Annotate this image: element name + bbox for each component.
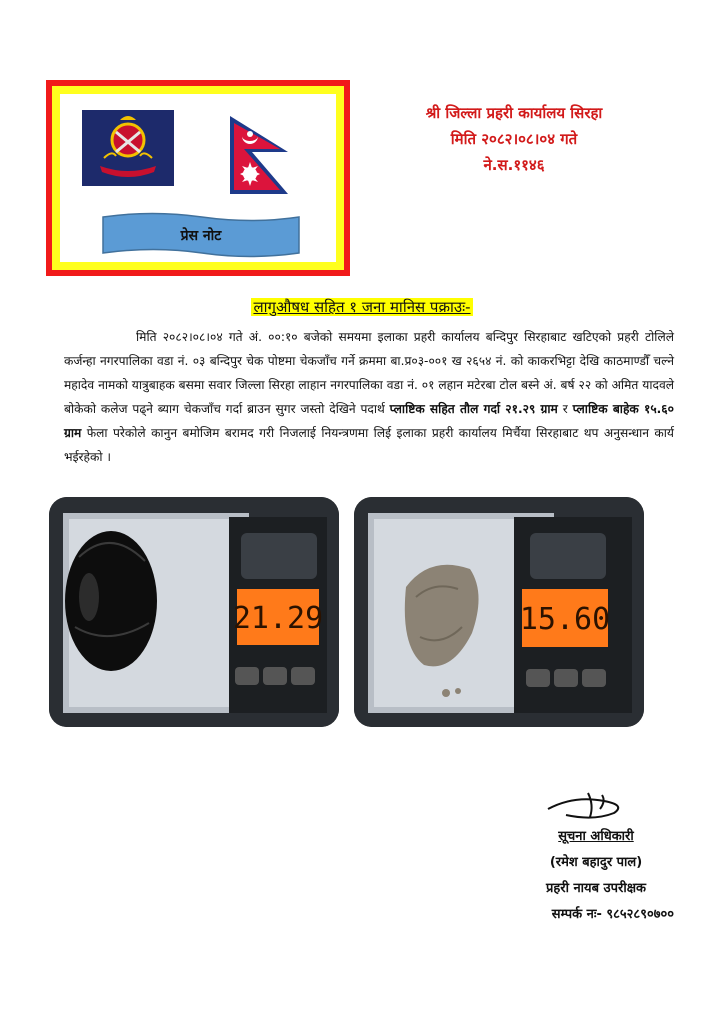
issue-date: मिति २०८२।०८।०४ गते: [450, 130, 578, 148]
body-text-part2: र: [557, 402, 573, 416]
reference-number: ने.स.११४६: [483, 156, 545, 174]
header-frame: [46, 80, 350, 276]
body-text-part3: फेला परेकोले कानुन बमोजिम बरामद गरी निजलाई नियन्त्रणमा लिई इलाका प्रहरी कार्यालय मिर्चैया सिरहाबाट थप अनुसन्धान कार्य भईरहेको ।: [64, 426, 674, 464]
office-heading: [386, 100, 642, 178]
header-frame-white: [60, 94, 336, 262]
press-note-banner: [102, 212, 300, 258]
evidence-photo-without-plastic: [354, 497, 644, 727]
nepal-flag-icon: [226, 114, 292, 198]
signature-block: [516, 824, 676, 928]
officer-title: सूचना अधिकारी: [558, 829, 634, 844]
evidence-photo-with-plastic: [49, 497, 339, 727]
contact-number: सम्पर्क नः- ९८५२८९०७००: [551, 907, 674, 922]
news-headline: [0, 297, 724, 317]
office-name: श्री जिल्ला प्रहरी कार्यालय सिरहा: [425, 104, 603, 122]
signature-mark: [544, 787, 632, 823]
officer-name: (रमेश बहादुर पाल): [549, 855, 643, 870]
officer-rank: प्रहरी नायब उपरीक्षक: [545, 881, 647, 896]
weight-without-plastic: प्लाष्टिक बाहेक १५.६० ग्राम: [64, 402, 674, 440]
police-emblem-logo: [82, 110, 174, 186]
weight-with-plastic: प्लाष्टिक सहित तौल गर्दा २१.२९ ग्राम: [389, 402, 558, 416]
press-body: [64, 325, 674, 469]
body-text-part1: मिति २०८२।०८।०४ गते अं. ००:१० बजेको समयमा इलाका प्रहरी कार्यालय बन्दिपुर सिरहाबाट खटिएको प्रहरी टोलिले कर्जन्हा नगरपालिका वडा नं. ०३ बन्दिपुर चेक पोष्टमा चेकजाँच गर्ने क्रममा बा.प्र०३-००१ ख २६५४ नं. को काकरभिट्टा देखि काठमाण्डौँ चल्ने महादेव नामको यात्रुबाहक बसमा सवार जिल्ला सिरहा लाहान नगरपालिका वडा नं. ०१ लहान मटेरबा टोल बस्ने अं. बर्ष २२ को अमित यादवले बोकेको कलेज पढ्ने ब्याग चेकजाँच गर्दा ब्राउन सुगर जस्तो देखिने पदार्थ: [64, 330, 674, 416]
body-paragraph: [64, 325, 674, 469]
scale-reading: 21.29: [232, 601, 324, 636]
scale-reading: 15.60: [519, 602, 611, 637]
press-note-label: प्रेस नोट: [180, 227, 222, 244]
header-frame-yellow: [52, 86, 344, 270]
headline-text: लागुऔषध सहित १ जना मानिस पक्राउः-: [253, 298, 471, 316]
